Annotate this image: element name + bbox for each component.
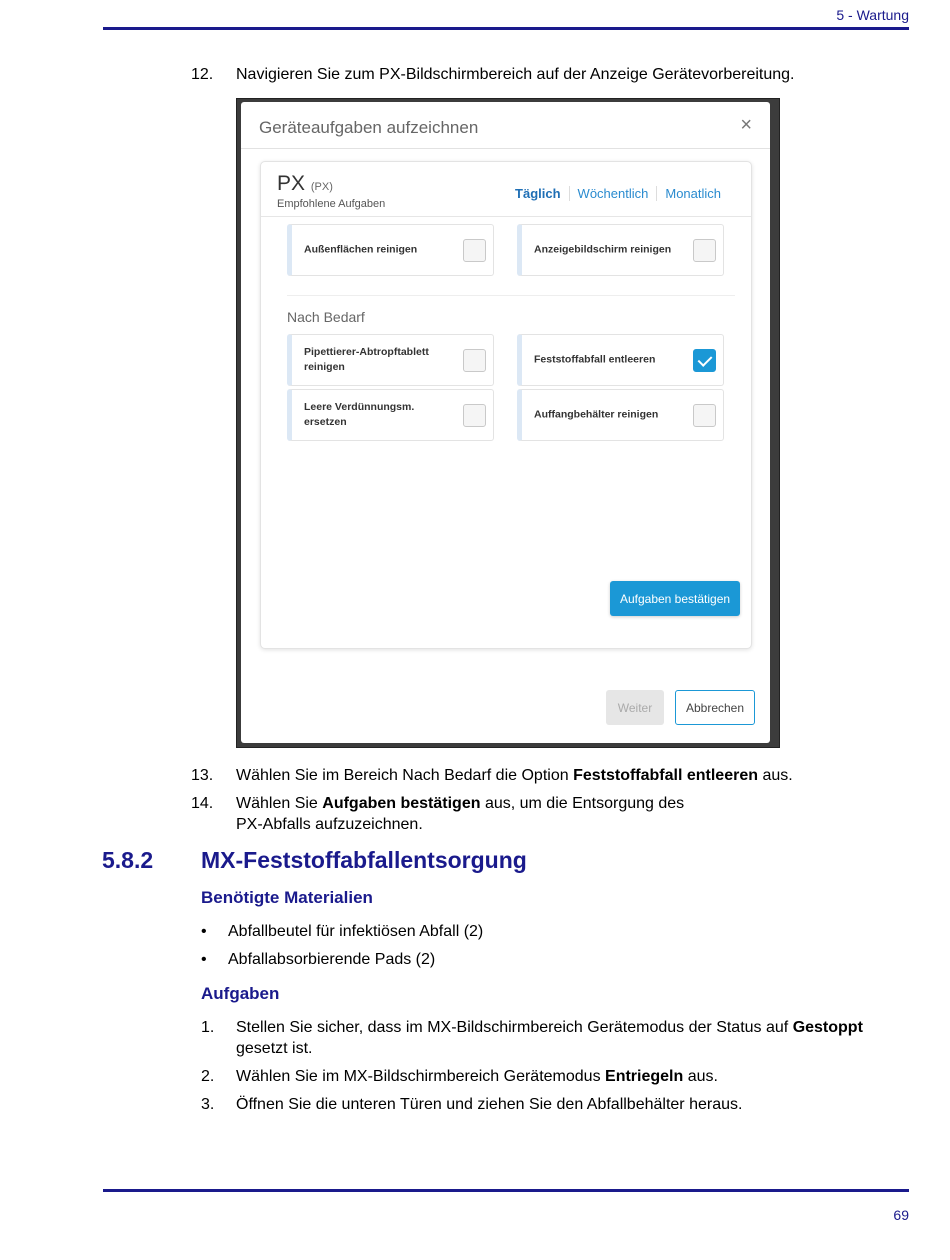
on-demand-label: Nach Bedarf (287, 309, 365, 325)
task-item[interactable] (287, 334, 494, 386)
card-separator (261, 216, 751, 217)
step-number: 13. (191, 767, 214, 784)
task-item[interactable] (287, 224, 494, 276)
module-title (277, 172, 333, 196)
footer-rule (103, 1189, 909, 1192)
step-text-line2: gesetzt ist. (236, 1040, 313, 1057)
tab-monthly[interactable]: Monatlich (656, 186, 729, 201)
task-label: Auffangbehälter reinigen (534, 408, 659, 421)
step-number: 14. (191, 795, 214, 812)
task-label: Außenflächen reinigen (304, 243, 418, 256)
module-code: (PX) (310, 181, 333, 193)
material-text: Abfallabsorbierende Pads (2) (228, 951, 436, 968)
step-text: Stellen Sie sicher, dass im MX-Bildschirmbereich Gerätemodus der Status auf Gestoppt (236, 1019, 863, 1036)
section-title: MX-Feststoffabfallentsorgung (201, 847, 527, 873)
material-text: Abfallbeutel für infektiösen Abfall (2) (228, 923, 484, 940)
task-checkbox[interactable] (463, 349, 486, 372)
task-item[interactable] (517, 224, 724, 276)
task-item[interactable] (517, 334, 724, 386)
tasks-heading: Aufgaben (201, 984, 280, 1003)
step-number: 1. (201, 1019, 215, 1036)
record-tasks-dialog (241, 102, 770, 743)
step-text: Wählen Sie Aufgaben bestätigen aus, um die Entsorgung des (236, 795, 685, 812)
task-item[interactable] (517, 389, 724, 441)
bullet-icon: • (201, 951, 207, 968)
header-rule (103, 27, 909, 30)
task-checkbox[interactable] (463, 404, 486, 427)
module-card (260, 161, 752, 649)
step-text: Öffnen Sie die unteren Türen und ziehen Sie den Abfallbehälter heraus. (236, 1096, 743, 1113)
module-name: PX (277, 172, 306, 195)
screenshot-figure (236, 98, 780, 748)
task-label: Feststoffabfall entleeren (534, 353, 656, 366)
tab-weekly[interactable]: Wöchentlich (569, 186, 657, 201)
section-number: 5.8.2 (102, 847, 154, 873)
task-checkbox[interactable] (463, 239, 486, 262)
module-subtitle: Empfohlene Aufgaben (277, 198, 386, 210)
page-number: 69 (893, 1207, 909, 1223)
step-text: Wählen Sie im Bereich Nach Bedarf die Option Feststoffabfall entleeren aus. (236, 767, 793, 784)
tab-daily[interactable]: Täglich (515, 186, 561, 201)
materials-heading: Benötigte Materialien (201, 888, 373, 907)
close-icon[interactable]: × (740, 114, 752, 136)
bullet-icon: • (201, 923, 207, 940)
dialog-title: Geräteaufgaben aufzeichnen (259, 118, 479, 137)
step-text-line2: PX-Abfalls aufzuzeichnen. (236, 816, 423, 833)
dialog-separator (241, 148, 770, 149)
step-number: 12. (191, 66, 214, 83)
cancel-button[interactable]: Abbrechen (675, 690, 755, 725)
task-checkbox-checked[interactable] (693, 349, 716, 372)
step-number: 2. (201, 1068, 215, 1085)
task-label: Pipettierer-Abtropftablett reinigen (304, 346, 429, 373)
task-item[interactable] (287, 389, 494, 441)
confirm-tasks-button[interactable]: Aufgaben bestätigen (610, 581, 740, 616)
section-separator (287, 295, 735, 296)
frequency-tabs (507, 186, 729, 201)
running-head: 5 - Wartung (836, 7, 909, 23)
task-checkbox[interactable] (693, 239, 716, 262)
step-number: 3. (201, 1096, 215, 1113)
next-button[interactable]: Weiter (606, 690, 664, 725)
step-text: Navigieren Sie zum PX-Bildschirmbereich auf der Anzeige Gerätevorbereitung. (236, 66, 795, 83)
task-label: Anzeigebildschirm reinigen (534, 243, 672, 256)
step-text: Wählen Sie im MX-Bildschirmbereich Gerätemodus Entriegeln aus. (236, 1068, 718, 1085)
task-checkbox[interactable] (693, 404, 716, 427)
task-label: Leere Verdünnungsm. ersetzen (304, 401, 415, 428)
